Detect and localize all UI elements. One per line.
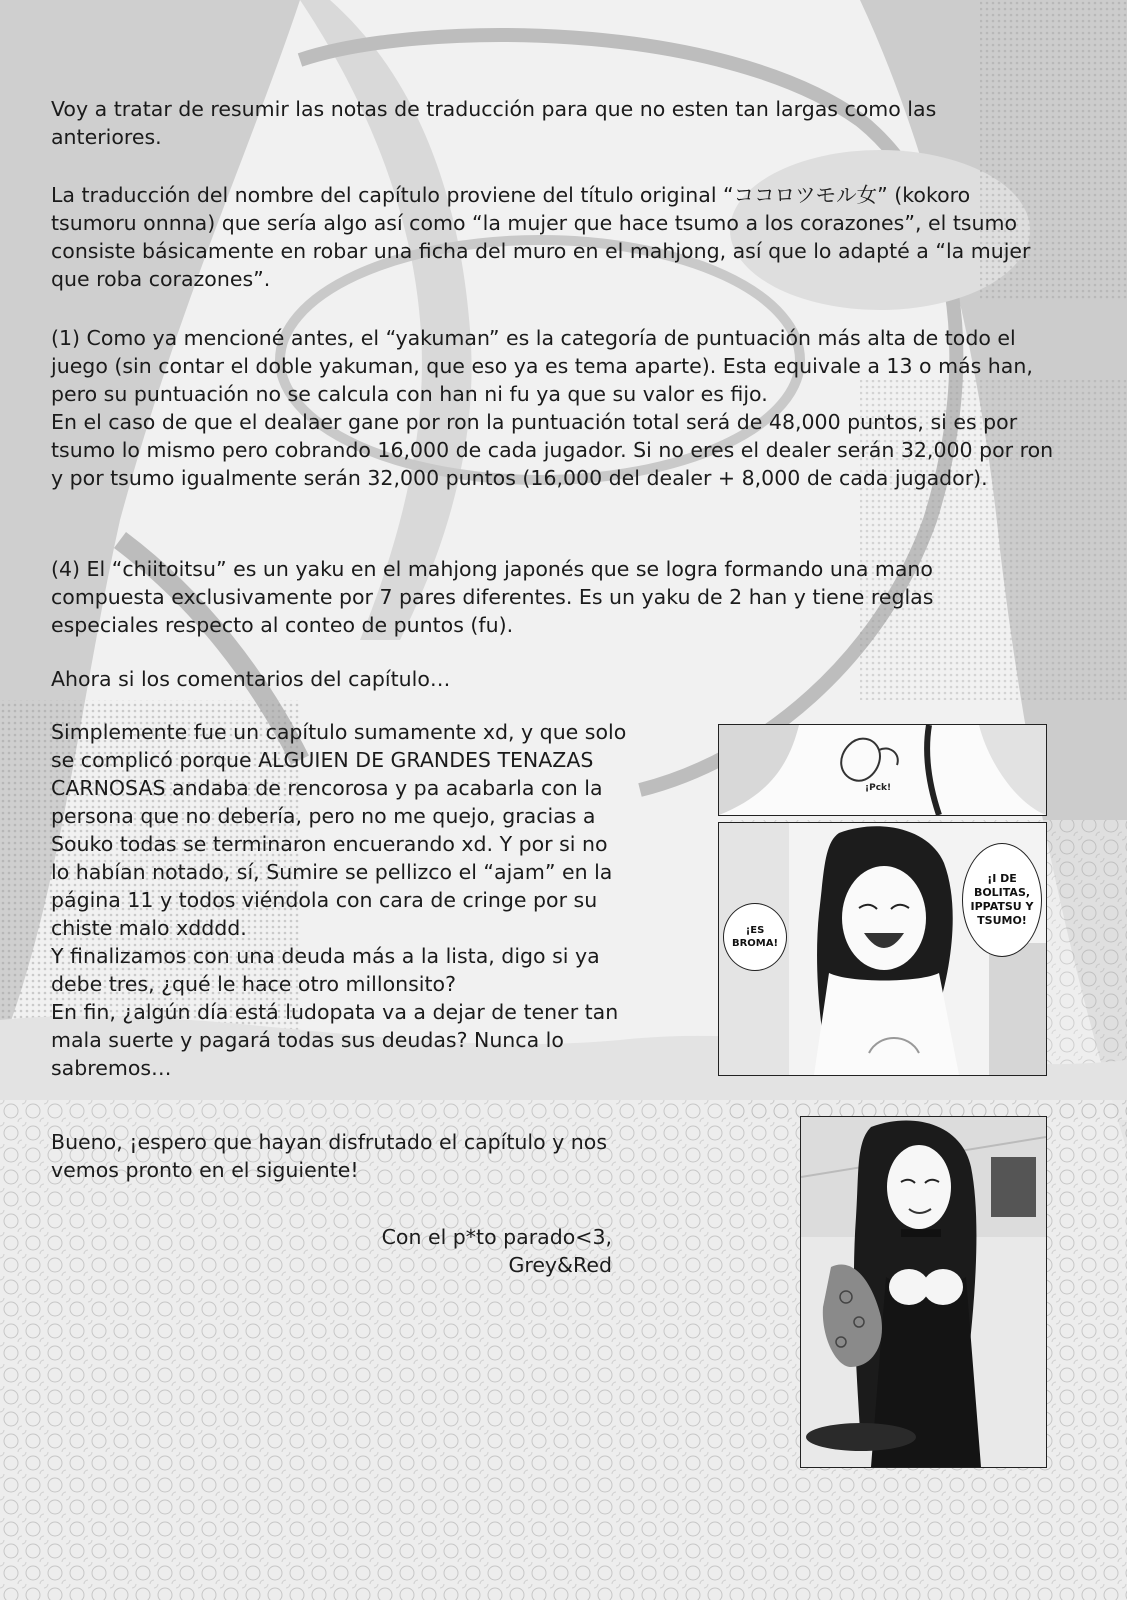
manga-panel-laughing: [718, 822, 1047, 1076]
comment-1-caps: ALGUIEN DE GRANDES TENAZAS CARNOSAS: [51, 748, 594, 800]
comment-2: Y finalizamos con una deuda más a la lista, digo si ya debe tres, ¿qué le hace otro millonsito?: [51, 944, 600, 996]
manga-panel-tattooed-woman: [800, 1116, 1047, 1468]
comment-1-end: andaba de rencorosa y pa acabarla con la persona que no debería, pero no me quejo, gracias a Souko todas se terminaron encuerando xd. Y por si no lo habían notado, sí, Sumire se pellizco el “ajam” en la página 11 y todos viéndola con cara de cringe por su chiste malo xdddd.: [51, 776, 613, 940]
tattooed-woman-illustration: [801, 1117, 1046, 1467]
note-1-scoring: En el caso de que el dealaer gane por ron la puntuación total será de 48,000 puntos, si es por tsumo lo mismo pero cobrando 16,000 de cada jugador. Si no eres el dealer serán 32,000 por ron y por tsumo igualmente serán 32,000 puntos (16,000 del dealer + 8,000 de cada jugador).: [51, 410, 1054, 490]
signature-line-1: Con el p*to parado<3,: [381, 1225, 612, 1249]
note-1-yakuman: (1) Como ya mencioné antes, el “yakuman” es la categoría de puntuación más alta de todo el juego (sin contar el doble yakuman, que eso ya es tema aparte). Esta equivale a 13 o más han, pero su puntuación no se calcula con han ni fu ya que su valor es fijo.: [51, 326, 1033, 406]
closing-paragraph: Bueno, ¡espero que hayan disfrutado el capítulo y nos vemos pronto en el siguiente!: [51, 1130, 608, 1182]
note-4-chiitoitsu: (4) El “chiitoitsu” es un yaku en el mahjong japonés que se logra formando una mano compuesta exclusivamente por 7 pares diferentes. Es un yaku de 2 han y tiene reglas especiales respecto al conteo de puntos (fu).: [51, 557, 934, 637]
chapter-title-note: La traducción del nombre del capítulo proviene del título original “ココロツモル女” (kokoro tsumoru onnna) que sería algo así como “la mujer que hace tsumo a los corazones”, el tsumo consiste básicamente en robar una ficha del muro en el mahjong, así que lo adapté a “la mujer que roba corazones”.: [51, 183, 1031, 291]
comments-intro: Ahora si los comentarios del capítulo…: [51, 667, 451, 691]
signature: [382, 1223, 612, 1279]
signature-line-2: Grey&Red: [508, 1253, 612, 1277]
comment-3: En fin, ¿algún día está ludopata va a dejar de tener tan mala suerte y pagará todas sus deudas? Nunca lo sabremos…: [51, 1000, 619, 1080]
chapter-comments: [51, 718, 631, 1082]
note-1: [51, 324, 1066, 492]
speech-bubble-bolitas: ¡I DE BOLITAS, IPPATSU Y TSUMO!: [962, 843, 1042, 957]
intro-paragraph: Voy a tratar de resumir las notas de traducción para que no esten tan largas como las anteriores.: [51, 97, 937, 149]
speech-bubble-broma: ¡ES BROMA!: [723, 903, 787, 971]
hand-illustration: [719, 725, 1046, 815]
manga-panel-hand: [718, 724, 1047, 816]
comment-1: [51, 718, 631, 942]
comment-1-start: Simplemente fue un capítulo sumamente xd, y que solo se complicó porque: [51, 720, 627, 772]
sound-effect: ¡Pck!: [865, 783, 892, 793]
